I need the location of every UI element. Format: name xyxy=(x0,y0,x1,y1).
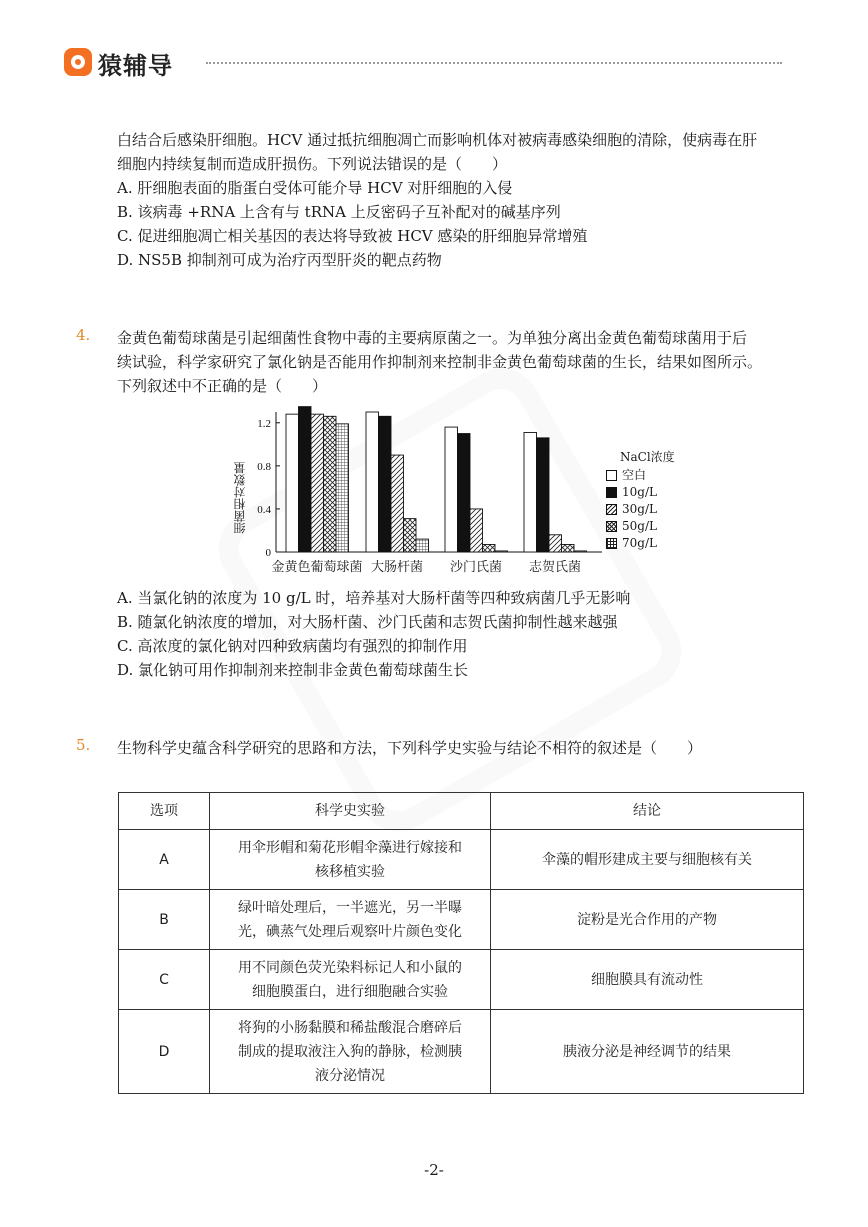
bar-3-0 xyxy=(524,432,537,552)
table-row xyxy=(119,890,804,950)
legend-item xyxy=(606,467,675,484)
q4-stem-line-3: 下列叙述中不正确的是（ ） xyxy=(117,377,328,395)
bar-1-0 xyxy=(366,412,379,552)
q5-number: 5. xyxy=(76,736,91,754)
bar-3-4 xyxy=(574,551,587,552)
x-axis-categories xyxy=(260,556,600,574)
row-conclusion: 伞藻的帽形建成主要与细胞核有关 xyxy=(491,830,804,890)
legend-item xyxy=(606,518,675,535)
legend-item xyxy=(606,501,675,518)
y-tick-label: 0.4 xyxy=(257,503,271,516)
q4-option-a: A. 当氯化钠的浓度为 10 g/L 时，培养基对大肠杆菌等四种致病菌几乎无影响 xyxy=(117,589,631,607)
q4-stem-line-1: 金黄色葡萄球菌是引起细菌性食物中毒的主要病原菌之一。为单独分离出金黄色葡萄球菌用于后 xyxy=(117,329,748,347)
bar-1-3 xyxy=(404,519,417,552)
experiment-line: 核移植实验 xyxy=(315,863,385,880)
legend-label: 10g/L xyxy=(622,485,657,499)
legend-swatch xyxy=(606,521,617,532)
q4-stem-line-2: 续试验，科学家研究了氯化钠是否能用作抑制剂来控制非金黄色葡萄球菌的生长，结果如图所示。 xyxy=(117,353,763,371)
experiment-line: 用伞形帽和菊花形帽伞藻进行嫁接和 xyxy=(238,839,462,856)
q5-table xyxy=(118,792,804,1094)
header xyxy=(64,46,784,80)
bar-3-3 xyxy=(562,544,575,552)
legend-item xyxy=(606,535,675,552)
chart-legend xyxy=(606,448,675,552)
bar-1-1 xyxy=(379,416,392,552)
bar-0-1 xyxy=(299,407,312,552)
q4-number: 4. xyxy=(76,326,91,344)
bar-2-2 xyxy=(470,509,483,552)
experiment-line: 细胞膜蛋白，进行细胞融合实验 xyxy=(252,983,448,1000)
legend-swatch xyxy=(606,470,617,481)
header-option: 选项 xyxy=(119,793,210,830)
y-axis-label: 细菌相对数量 xyxy=(233,462,247,534)
row-conclusion: 胰液分泌是神经调节的结果 xyxy=(491,1010,804,1094)
experiment-line: 绿叶暗处理后，一半遮光，另一半曝 xyxy=(238,899,462,916)
legend-item xyxy=(606,484,675,501)
table-row xyxy=(119,1010,804,1094)
page-number: -2- xyxy=(424,1161,444,1179)
q4-option-b: B. 随氯化钠浓度的增加，对大肠杆菌、沙门氏菌和志贺氏菌抑制性越来越强 xyxy=(117,613,618,631)
table-row xyxy=(119,830,804,890)
legend-swatch xyxy=(606,487,617,498)
experiment-line: 液分泌情况 xyxy=(315,1067,385,1084)
bar-0-2 xyxy=(311,414,324,552)
bar-2-1 xyxy=(458,434,471,552)
bar-1-4 xyxy=(416,539,429,552)
legend-label: 70g/L xyxy=(622,536,657,550)
q3-option-b: B. 该病毒 +RNA 上含有与 tRNA 上反密码子互补配对的碱基序列 xyxy=(117,203,561,221)
bacteria-bar-chart xyxy=(230,405,690,585)
legend-swatch xyxy=(606,538,617,549)
row-conclusion: 细胞膜具有流动性 xyxy=(491,950,804,1010)
x-category-label: 志贺氏菌 xyxy=(528,560,582,575)
y-tick-label: 1.2 xyxy=(257,417,271,430)
experiment-line: 用不同颜色荧光染料标记人和小鼠的 xyxy=(238,959,462,976)
q4-option-c: C. 高浓度的氯化钠对四种致病菌均有强烈的抑制作用 xyxy=(117,637,468,655)
bar-0-0 xyxy=(286,414,299,552)
header-conclusion: 结论 xyxy=(491,793,804,830)
table-row xyxy=(119,950,804,1010)
bar-3-1 xyxy=(537,438,550,552)
legend-label: 空白 xyxy=(622,468,647,482)
y-tick-label: 0 xyxy=(265,547,271,559)
bar-1-2 xyxy=(391,455,404,552)
legend-title: NaCl浓度 xyxy=(620,450,675,464)
bar-0-4 xyxy=(336,424,349,552)
bar-2-3 xyxy=(483,544,496,552)
row-experiment xyxy=(210,1010,491,1094)
row-experiment xyxy=(210,830,491,890)
row-option: D xyxy=(119,1010,210,1094)
experiment-line: 光，碘蒸气处理后观察叶片颜色变化 xyxy=(238,923,462,940)
brand-name: 猿辅导 xyxy=(98,52,173,80)
row-option: C xyxy=(119,950,210,1010)
row-option: A xyxy=(119,830,210,890)
q3-option-a: A. 肝细胞表面的脂蛋白受体可能介导 HCV 对肝细胞的入侵 xyxy=(117,179,513,197)
row-conclusion: 淀粉是光合作用的产物 xyxy=(491,890,804,950)
brand-logo-icon xyxy=(64,48,92,76)
y-tick-label: 0.8 xyxy=(257,460,271,473)
q3-option-c: C. 促进细胞凋亡相关基因的表达将导致被 HCV 感染的肝细胞异常增殖 xyxy=(117,227,588,245)
experiment-line: 将狗的小肠黏膜和稀盐酸混合磨碎后 xyxy=(238,1019,462,1036)
bar-3-2 xyxy=(549,535,562,552)
q3-option-d: D. NS5B 抑制剂可成为治疗丙型肝炎的靶点药物 xyxy=(117,251,442,269)
bar-2-4 xyxy=(495,551,508,552)
q3-stem-line-1: 白结合后感染肝细胞。HCV 通过抵抗细胞凋亡而影响机体对被病毒感染细胞的清除，使病毒在肝 xyxy=(117,131,758,149)
q4-option-d: D. 氯化钠可用作抑制剂来控制非金黄色葡萄球菌生长 xyxy=(117,661,469,679)
legend-label: 30g/L xyxy=(622,502,657,516)
q5-stem: 生物科学史蕴含科学研究的思路和方法，下列科学史实验与结论不相符的叙述是（ ） xyxy=(117,739,703,757)
row-option: B xyxy=(119,890,210,950)
row-experiment xyxy=(210,950,491,1010)
table-header-row xyxy=(119,793,804,830)
x-category-label: 大肠杆菌 xyxy=(370,560,424,575)
bar-0-3 xyxy=(324,416,337,552)
q3-stem-line-2: 细胞内持续复制而造成肝损伤。下列说法错误的是（ ） xyxy=(117,155,508,173)
header-divider xyxy=(206,62,782,64)
x-category-label: 金黄色葡萄球菌 xyxy=(271,560,363,575)
bar-2-0 xyxy=(445,427,458,552)
legend-label: 50g/L xyxy=(622,519,657,533)
row-experiment xyxy=(210,890,491,950)
x-category-label: 沙门氏菌 xyxy=(449,560,503,575)
legend-swatch xyxy=(606,504,617,515)
header-experiment: 科学史实验 xyxy=(210,793,491,830)
experiment-line: 制成的提取液注入狗的静脉，检测胰 xyxy=(238,1043,462,1060)
